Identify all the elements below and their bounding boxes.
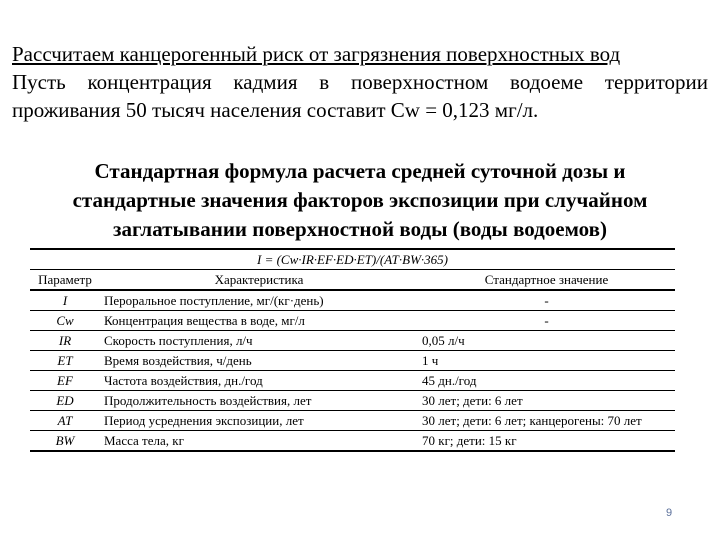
- header-standard-value: Стандартное значение: [418, 270, 675, 291]
- characteristic-cell: Концентрация вещества в воде, мг/л: [100, 311, 418, 331]
- formula-row: [30, 249, 675, 270]
- intro-line-1: Рассчитаем канцерогенный риск от загрязнения поверхностных вод: [12, 42, 621, 66]
- heading-line-2: стандартные значения факторов экспозиции при случайном: [72, 188, 648, 212]
- characteristic-cell: Время воздействия, ч/день: [100, 351, 418, 371]
- characteristic-cell: Частота воздействия, дн./год: [100, 371, 418, 391]
- param-cell: I: [30, 290, 100, 311]
- table-row: [30, 351, 675, 371]
- param-cell: EF: [30, 371, 100, 391]
- characteristic-cell: Пероральное поступление, мг/(кг·день): [100, 290, 418, 311]
- header-parameter: Параметр: [30, 270, 100, 291]
- value-cell: -: [418, 290, 675, 311]
- value-cell: -: [418, 311, 675, 331]
- heading-line-1: Стандартная формула расчета средней суточной дозы и: [94, 159, 626, 183]
- characteristic-cell: Период усреднения экспозиции, лет: [100, 411, 418, 431]
- table-header-row: [30, 270, 675, 291]
- table-row: [30, 431, 675, 452]
- table-row: [30, 311, 675, 331]
- table-row: [30, 391, 675, 411]
- table-row: [30, 411, 675, 431]
- value-cell: 0,05 л/ч: [418, 331, 675, 351]
- value-cell: 45 дн./год: [418, 371, 675, 391]
- param-cell: BW: [30, 431, 100, 452]
- value-cell: 70 кг; дети: 15 кг: [418, 431, 675, 452]
- table-row: [30, 290, 675, 311]
- intro-text: [12, 40, 708, 124]
- value-cell: 30 лет; дети: 6 лет; канцерогены: 70 лет: [418, 411, 675, 431]
- intro-line-3: проживания 50 тысяч населения составит Cw = 0,123 мг/л.: [12, 98, 539, 122]
- value-cell: 30 лет; дети: 6 лет: [418, 391, 675, 411]
- characteristic-cell: Продолжительность воздействия, лет: [100, 391, 418, 411]
- formula-cell: I = (Cw·IR·EF·ED·ET)/(AT·BW·365): [30, 249, 675, 270]
- intro-line-2: Пусть концентрация кадмия в поверхностном водоеме территории: [12, 70, 708, 94]
- param-cell: IR: [30, 331, 100, 351]
- exposure-factors-table: [30, 248, 675, 452]
- param-cell: AT: [30, 411, 100, 431]
- param-cell: Cw: [30, 311, 100, 331]
- table-row: [30, 331, 675, 351]
- characteristic-cell: Масса тела, кг: [100, 431, 418, 452]
- page-number: 9: [666, 507, 673, 519]
- heading-line-3: заглатывании поверхностной воды (воды водоемов): [113, 217, 607, 241]
- section-heading: [10, 157, 710, 244]
- param-cell: ED: [30, 391, 100, 411]
- table-row: [30, 371, 675, 391]
- param-cell: ET: [30, 351, 100, 371]
- value-cell: 1 ч: [418, 351, 675, 371]
- header-characteristic: Характеристика: [100, 270, 418, 291]
- characteristic-cell: Скорость поступления, л/ч: [100, 331, 418, 351]
